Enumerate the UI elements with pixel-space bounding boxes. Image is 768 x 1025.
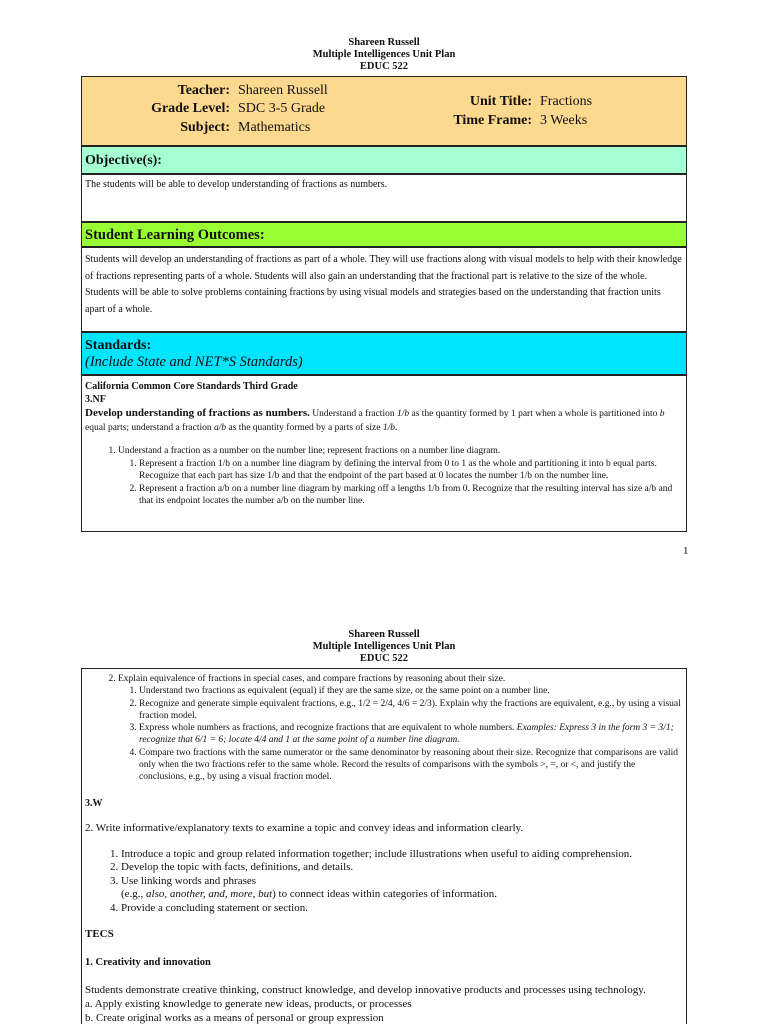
info-labels-left xyxy=(82,82,230,138)
author-name: Shareen Russell xyxy=(348,37,420,48)
standards-heading xyxy=(81,332,687,375)
info-values-right xyxy=(540,93,592,131)
slo-text: Students will develop an understanding of fractions as part of a whole. They will use fractions along with visual models to help with their knowledge of fractions representing parts of a whole. Students will also gain an understanding that the fractional part is relative to the size of the whole. Students will be able to solve problems containing fractions by using visual models and strategies based on the understanding that fraction units apart of a whole. xyxy=(81,247,687,332)
author-name: Shareen Russell xyxy=(348,629,420,640)
slo-heading: Student Learning Outcomes: xyxy=(81,222,687,247)
objective-text: The students will be able to develop understanding of fractions as numbers. xyxy=(81,174,687,222)
subject-label: Subject: xyxy=(180,120,230,135)
list-item: 2. Represent a fraction a/b on a number line diagram by marking off a lengths 1/b from 0. Recognize that the resulting interval has size a/b and that its endpoint locates the number a/b on the number line. xyxy=(139,483,683,508)
list-item: 2. Recognize and generate simple equivalent fractions, e.g., 1/2 = 2/4, 4/6 = 2/3). Explain why the fractions are equivalent, e.g., by using a visual fraction model. xyxy=(139,698,683,723)
time-frame-label: Time Frame: xyxy=(453,113,532,128)
page2-body xyxy=(81,668,687,1024)
list-item: 1. Represent a fraction 1/b on a number line diagram by defining the interval from 0 to 1 as the whole and partitioning it into b equal parts. Recognize that each part has size 1/b and that the endpoint of the part based at 0 locates the number 1/b on the number line. xyxy=(139,458,683,483)
page-header xyxy=(0,37,768,73)
list-item: 2. Explain equivalence of fractions in special cases, and compare fractions by reasoning about their size. 1. Understand two fractions as equivalent (equal) if they are the same size, or the same point on a number line. 2. Recognize and generate simple equivalent fractions, e.g., 1/2 = 2/4, 4/6 = 2/3). Explain why the fractions are equivalent, e.g., by using a visual fraction model. 3. Express whole numbers as fractions, and recognize fractions that are equivalent to whole numbers. Examples: Express 3 in the form 3 = 3/1; recognize that 6/1 = 6; locate 4/4 and 1 at the same point of a number line diagram. 4. Compare two fractions with the same numerator or the same denominator by reasoning about their size. Recognize that comparisons are valid only when the two fractions refer to the same whole. Record the results of comparisons with the symbols >, =, or <, and justify the conclusions, e.g., by using a visual fraction model. xyxy=(118,673,683,784)
time-frame-value: 3 Weeks xyxy=(540,113,588,128)
teacher-label: Teacher: xyxy=(177,83,230,98)
w-intro: 2. Write informative/explanatory texts to examine a topic and convey ideas and information clearly. xyxy=(85,821,524,834)
unit-title-value: Fractions xyxy=(540,94,593,109)
grade-value: SDC 3-5 Grade xyxy=(238,101,326,116)
creativity-heading: 1. Creativity and innovation xyxy=(85,957,211,969)
standards-title: Standards: xyxy=(85,338,152,353)
divider xyxy=(81,531,687,532)
nf-code: 3.NF xyxy=(85,394,106,405)
nf-description: Develop understanding of fractions as numbers. Understand a fraction 1/b as the quantity formed by 1 part when a whole is partitioned into b equal parts; understand a fraction a/b as the quantity formed by a parts of size 1/b. xyxy=(85,407,665,433)
list-item: 3. Express whole numbers as fractions, and recognize fractions that are equivalent to whole numbers. Examples: Express 3 in the form 3 = 3/1; recognize that 6/1 = 6; locate 4/4 and 1 at the same point of a number line diagram. xyxy=(139,722,683,747)
nf-sublist-2 xyxy=(118,685,683,783)
list-item: 1. Introduce a topic and group related information together; include illustrations when useful to aiding comprehension. xyxy=(121,848,683,862)
list-item: 1. Understand a fraction as a number on the number line; represent fractions on a number line diagram. 1. Represent a fraction 1/b on a number line diagram by defining the interval from 0 to 1 as the whole and partitioning it into b equal parts. Recognize that each part has size 1/b and that the endpoint of the part based at 0 locates the number 1/b on the number line. 2. Represent a fraction a/b on a number line diagram by marking off a lengths 1/b from 0. Recognize that the resulting interval has size a/b and that its endpoint locates the number a/b on the number line. xyxy=(118,445,683,508)
plan-title: Multiple Intelligences Unit Plan xyxy=(312,641,456,652)
course-code: EDUC 522 xyxy=(359,653,409,664)
list-item: 4. Provide a concluding statement or section. xyxy=(121,902,683,916)
w-code: 3.W xyxy=(85,797,103,809)
teacher-value: Shareen Russell xyxy=(238,83,328,98)
grade-label: Grade Level: xyxy=(151,101,230,116)
subject-value: Mathematics xyxy=(238,120,311,135)
nf-list xyxy=(85,445,683,508)
tecs-heading: TECS xyxy=(85,928,114,941)
standards-body xyxy=(81,375,687,532)
info-values-left xyxy=(238,82,328,138)
objective-heading: Objective(s): xyxy=(81,146,687,174)
ccss-title: California Common Core Standards Third Grade xyxy=(85,381,298,392)
page-header-2 xyxy=(0,629,768,665)
nf-lead: Develop understanding of fractions as numbers. xyxy=(85,407,310,419)
unit-title-label: Unit Title: xyxy=(469,94,532,109)
creativity-text: Students demonstrate creative thinking, construct knowledge, and develop innovative products and processes using technology. a. Apply existing knowledge to generate new ideas, products, or processes b. Create original works as a means of personal or group expression xyxy=(85,984,646,1025)
w-list xyxy=(85,848,683,916)
page-number: 1 xyxy=(683,545,689,557)
list-item: 4. Compare two fractions with the same numerator or the same denominator by reasoning about their size. Recognize that comparisons are valid only when the two fractions refer to the same whole. Record the results of comparisons with the symbols >, =, or <, and justify the conclusions, e.g., by using a visual fraction model. xyxy=(139,747,683,784)
list-item: 1. Understand two fractions as equivalent (equal) if they are the same size, or the same point on a number line. xyxy=(139,685,683,697)
plan-title: Multiple Intelligences Unit Plan xyxy=(312,49,456,60)
nf-sublist xyxy=(118,458,683,508)
course-code: EDUC 522 xyxy=(359,61,409,72)
list-item: 3. Use linking words and phrases (e.g., also, another, and, more, but) to connect ideas within categories of information. xyxy=(121,875,683,902)
unit-info-box xyxy=(81,76,687,146)
list-item: 2. Develop the topic with facts, definitions, and details. xyxy=(121,861,683,875)
info-labels-right xyxy=(382,93,532,131)
standards-subtitle: (Include State and NET*S Standards) xyxy=(85,354,303,370)
nf-list-continued xyxy=(85,673,683,784)
